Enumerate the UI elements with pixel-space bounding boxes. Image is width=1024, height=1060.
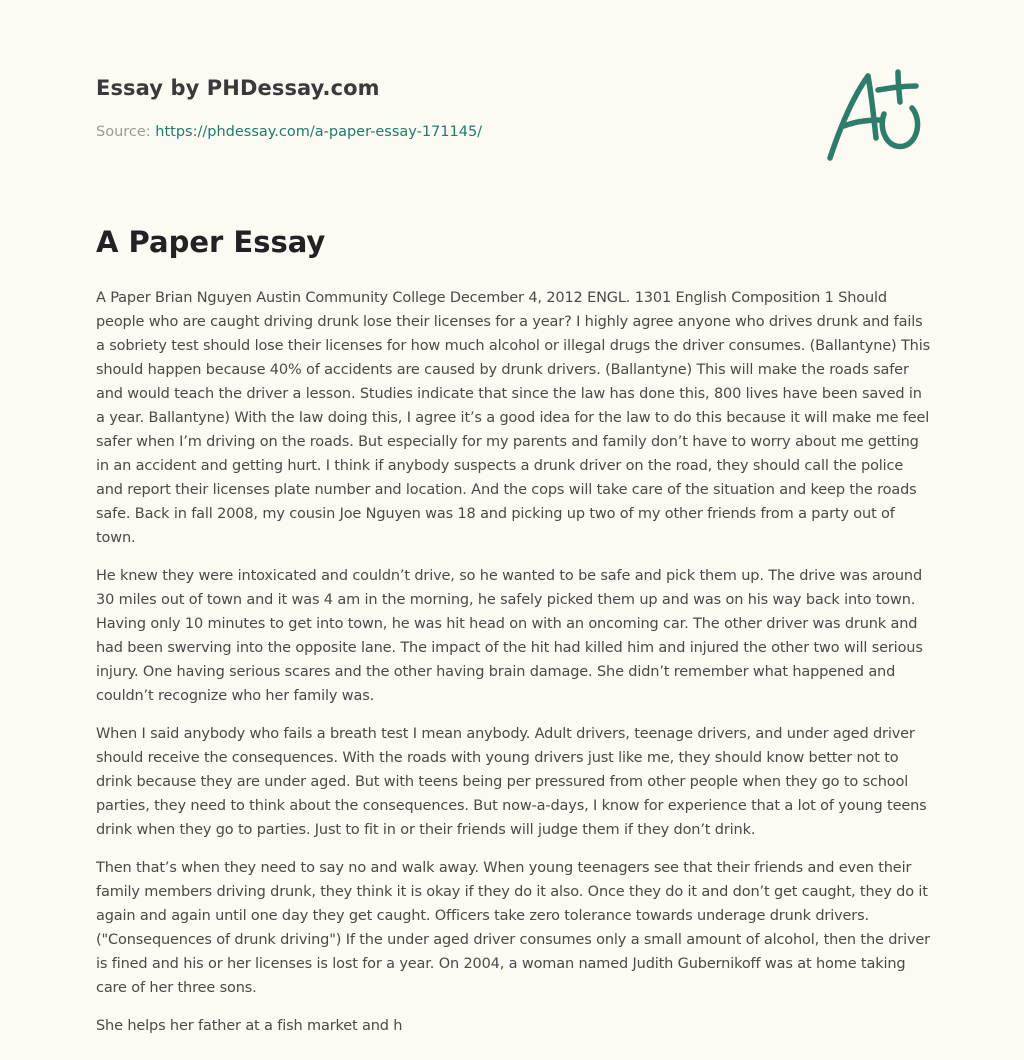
essay-paragraph: A Paper Brian Nguyen Austin Community College December 4, 2012 ENGL. 1301 English Composition 1 Should people who are caught driving drunk lose their licenses for a year? I highly agree anyone who drives drunk and fails a sobriety test should lose their licenses for how much alcohol or illegal drugs the driver consumes. (Ballantyne) This should happen because 40% of accidents are caused by drunk drivers. (Ballantyne) This will make the roads safer and would teach the driver a lesson. Studies indicate that since the law has done this, 800 lives have been saved in a year. Ballantyne) With the law doing this, I agree it’s a good idea for the law to do this because it will make me feel safer when I’m driving on the roads. But especially for my parents and family don’t have to worry about me getting in an accident and getting hurt. I think if anybody suspects a drunk driver on the road, they should call the police and report their licenses plate number and location. And the cops will take care of the situation and keep the roads safe. Back in fall 2008, my cousin Joe Nguyen was 18 and picking up two of my other friends from a party out of town. xyxy=(96,290,931,546)
source-link[interactable]: https://phdessay.com/a-paper-essay-171145/ xyxy=(155,124,483,140)
source-line xyxy=(96,124,482,140)
essay-paragraph: She helps her father at a fish market and h xyxy=(96,1018,403,1034)
essay-paragraph: He knew they were intoxicated and couldn’t drive, so he wanted to be safe and pick them up. The drive was around 30 miles out of town and it was 4 am in the morning, he safely picked them up and was on his way back into town. Having only 10 minutes to get into town, he was hit head on with an oncoming car. The other driver was drunk and had been swerving into the opposite lane. The impact of the hit had killed him and injured the other two will serious injury. One having serious scares and the other having brain damage. She didn’t remember what happened and couldn’t recognize who her family was. xyxy=(96,568,923,704)
essay-body xyxy=(96,286,932,1052)
document-title: A Paper Essay xyxy=(96,225,326,259)
essay-paragraph: When I said anybody who fails a breath test I mean anybody. Adult drivers, teenage drivers, and under aged driver should receive the consequences. With the roads with young drivers just like me, they should know better not to drink because they are under aged. But with teens being per pressured from other people when they go to school parties, they need to think about the consequences. But now-a-days, I know for experience that a lot of young teens drink when they go to parties. Just to fit in or their friends will judge them if they don’t drink. xyxy=(96,726,927,838)
a-plus-logo-icon xyxy=(822,68,926,164)
source-label: Source: xyxy=(96,124,156,140)
essay-paragraph: Then that’s when they need to say no and walk away. When young teenagers see that their friends and even their family members driving drunk, they think it is okay if they do it also. Once they do it and don’t get caught, they do it again and again until one day they get caught. Officers take zero tolerance towards underage drunk drivers. ("Consequences of drunk driving") If the under aged driver consumes only a small amount of alcohol, then the driver is fined and his or her licenses is lost for a year. On 2004, a woman named Judith Gubernikoff was at home taking care of her three sons. xyxy=(96,860,930,996)
site-title: Essay by PHDessay.com xyxy=(96,76,380,100)
